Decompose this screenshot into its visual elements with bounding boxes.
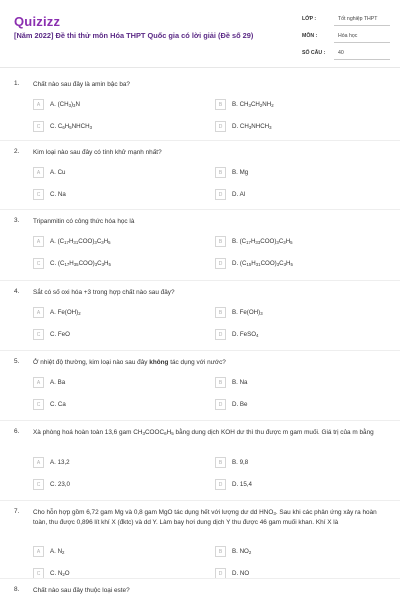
option-letter-box: C — [33, 568, 44, 579]
option-letter-box: D — [215, 189, 226, 200]
option-label: C. $(C_{17}H_{35}COO)_3C_3H_5$ — [50, 260, 111, 268]
question-number: 1. — [14, 80, 20, 87]
option-label: D. Be — [232, 401, 248, 409]
option-label: B. $Fe(OH)_3$ — [232, 309, 263, 317]
option-label: A. $N_2$ — [50, 548, 65, 556]
option-label: A. Ba — [50, 379, 66, 387]
answer-option-d[interactable] — [215, 398, 380, 412]
worksheet-title: [Năm 2022] Đề thi thử môn Hóa THPT Quốc gia có lời giải (Đề số 29) — [14, 31, 254, 40]
answer-option-c[interactable] — [33, 477, 198, 491]
question-text: Ở nhiệt độ thường, kim loại nào sau đây không tác dụng với nước? — [33, 359, 226, 366]
option-label: D. $(C_{15}H_{31}COO)_3C_3H_5$ — [232, 260, 293, 268]
option-letter-box: B — [215, 546, 226, 557]
question-number: 4. — [14, 288, 20, 295]
question-divider — [0, 420, 400, 421]
option-letter-box: A — [33, 167, 44, 178]
meta-label: SỐ CÂU : — [302, 50, 326, 56]
question-divider — [0, 350, 400, 351]
option-label: A. $(C_{17}H_{31}COO)_3C_3H_5$ — [50, 238, 111, 246]
option-letter-box: D — [215, 258, 226, 269]
meta-value: Tốt nghiệp THPT — [334, 14, 390, 26]
question-text: Tripanmitin có công thức hóa học là — [33, 218, 135, 225]
question-text: Cho hỗn hợp gồm 6,72 gam Mg và 0,8 gam MgO tác dụng hết với lượng dư dd $HNO_3$. Sau khi các phản ứng xảy ra hoàn toàn, thu được 0,896 lít khí X (đktc) và dd Y. Làm bay hơi dung dịch Y thu được 46 gam muối khan. Khí X là — [33, 509, 377, 526]
header-divider — [0, 67, 400, 68]
option-letter-box: A — [33, 236, 44, 247]
question-number: 2. — [14, 148, 20, 155]
worksheet-meta — [302, 14, 392, 65]
option-label: B. 9,8 — [232, 458, 249, 466]
option-letter-box: C — [33, 121, 44, 132]
answer-option-b[interactable] — [215, 545, 380, 559]
option-label: C. FeO — [50, 331, 70, 339]
answer-option-b[interactable] — [215, 166, 380, 180]
question-text: Xà phòng hoá hoàn toàn 13,6 gam $CH_3COOC_6H_5$ bằng dung dịch KOH dư thì thu được m gam muối. Giá trị của m bằng — [33, 429, 374, 436]
answer-option-d[interactable] — [215, 188, 380, 202]
option-letter-box: A — [33, 546, 44, 557]
option-letter-box: D — [215, 329, 226, 340]
option-label: A. Cu — [50, 169, 66, 177]
option-label: C. $N_2O$ — [50, 570, 70, 578]
question-divider — [0, 578, 400, 579]
option-label: D. 15,4 — [232, 480, 252, 488]
answer-option-c[interactable] — [33, 257, 198, 271]
answer-option-d[interactable] — [215, 120, 380, 134]
option-label: B. $(C_{17}H_{33}COO)_3C_3H_5$ — [232, 238, 293, 246]
worksheet-header — [0, 0, 400, 66]
question-divider — [0, 140, 400, 141]
answer-option-b[interactable] — [215, 306, 380, 320]
answer-option-d[interactable] — [215, 257, 380, 271]
answer-option-a[interactable] — [33, 455, 198, 469]
option-label: D. NO — [232, 570, 250, 578]
answer-option-d[interactable] — [215, 328, 380, 342]
answer-option-a[interactable] — [33, 376, 198, 390]
option-label: D. FeSO$_4$ — [232, 331, 259, 339]
question-divider — [0, 500, 400, 501]
option-letter-box: C — [33, 189, 44, 200]
answer-option-a[interactable] — [33, 166, 198, 180]
option-letter-box: A — [33, 377, 44, 388]
option-letter-box: C — [33, 399, 44, 410]
question-text: Kim loại nào sau đây có tính khử mạnh nhất? — [33, 149, 162, 156]
meta-row-count — [302, 48, 392, 62]
question-number: 8. — [14, 586, 20, 593]
option-letter-box: D — [215, 568, 226, 579]
meta-label: MÔN : — [302, 33, 318, 39]
option-label: C. 23,0 — [50, 480, 70, 488]
option-letter-box: C — [33, 479, 44, 490]
option-letter-box: B — [215, 307, 226, 318]
option-label: D. $CH_3NHCH_3$ — [232, 123, 272, 131]
question-text: Chất nào sau đây thuộc loại este? — [33, 587, 130, 594]
answer-option-d[interactable] — [215, 477, 380, 491]
question-divider — [0, 209, 400, 210]
answer-option-c[interactable] — [33, 328, 198, 342]
option-letter-box: A — [33, 457, 44, 468]
answer-option-c[interactable] — [33, 398, 198, 412]
meta-value: Hóa học — [334, 31, 390, 43]
meta-row-class — [302, 14, 392, 28]
option-label: C. Ca — [50, 401, 66, 409]
option-label: A. $Fe(OH)_2$ — [50, 309, 81, 317]
question-text: Chất nào sau đây là amin bậc ba? — [33, 81, 130, 88]
option-letter-box: D — [215, 121, 226, 132]
option-letter-box: B — [215, 99, 226, 110]
option-letter-box: B — [215, 457, 226, 468]
answer-option-a[interactable] — [33, 545, 198, 559]
answer-option-c[interactable] — [33, 120, 198, 134]
option-label: B. Mg — [232, 169, 249, 177]
option-letter-box: D — [215, 479, 226, 490]
question-number: 3. — [14, 217, 20, 224]
meta-row-subject — [302, 31, 392, 45]
answer-option-b[interactable] — [215, 455, 380, 469]
question-number: 5. — [14, 358, 20, 365]
option-letter-box: A — [33, 307, 44, 318]
option-letter-box: B — [215, 167, 226, 178]
option-label: C. $C_6H_5NHCH_3$ — [50, 123, 92, 131]
option-label: D. Al — [232, 191, 246, 199]
option-label: A. $(CH_3)_3N$ — [50, 101, 80, 109]
meta-label: LỚP : — [302, 16, 317, 22]
question-number: 6. — [14, 428, 20, 435]
option-label: B. Na — [232, 379, 248, 387]
question-text: Sắt có số oxi hóa +3 trong hợp chất nào sau đây? — [33, 289, 175, 296]
answer-option-c[interactable] — [33, 188, 198, 202]
option-letter-box: C — [33, 258, 44, 269]
option-letter-box: B — [215, 236, 226, 247]
question-divider — [0, 280, 400, 281]
option-letter-box: C — [33, 329, 44, 340]
meta-value: 40 — [334, 48, 390, 60]
option-letter-box: D — [215, 399, 226, 410]
answer-option-b[interactable] — [215, 235, 380, 249]
answer-option-b[interactable] — [215, 98, 380, 112]
answer-option-b[interactable] — [215, 376, 380, 390]
answer-option-a[interactable] — [33, 98, 198, 112]
answer-option-a[interactable] — [33, 306, 198, 320]
option-label: A. 13,2 — [50, 458, 70, 466]
answer-option-a[interactable] — [33, 235, 198, 249]
quizizz-logo: Quizizz — [14, 14, 61, 29]
question-number: 7. — [14, 508, 20, 515]
option-label: C. Na — [50, 191, 66, 199]
option-label: B. $CH_3CH_2NH_2$ — [232, 101, 274, 109]
option-letter-box: A — [33, 99, 44, 110]
option-letter-box: B — [215, 377, 226, 388]
option-label: B. $NO_2$ — [232, 548, 252, 556]
